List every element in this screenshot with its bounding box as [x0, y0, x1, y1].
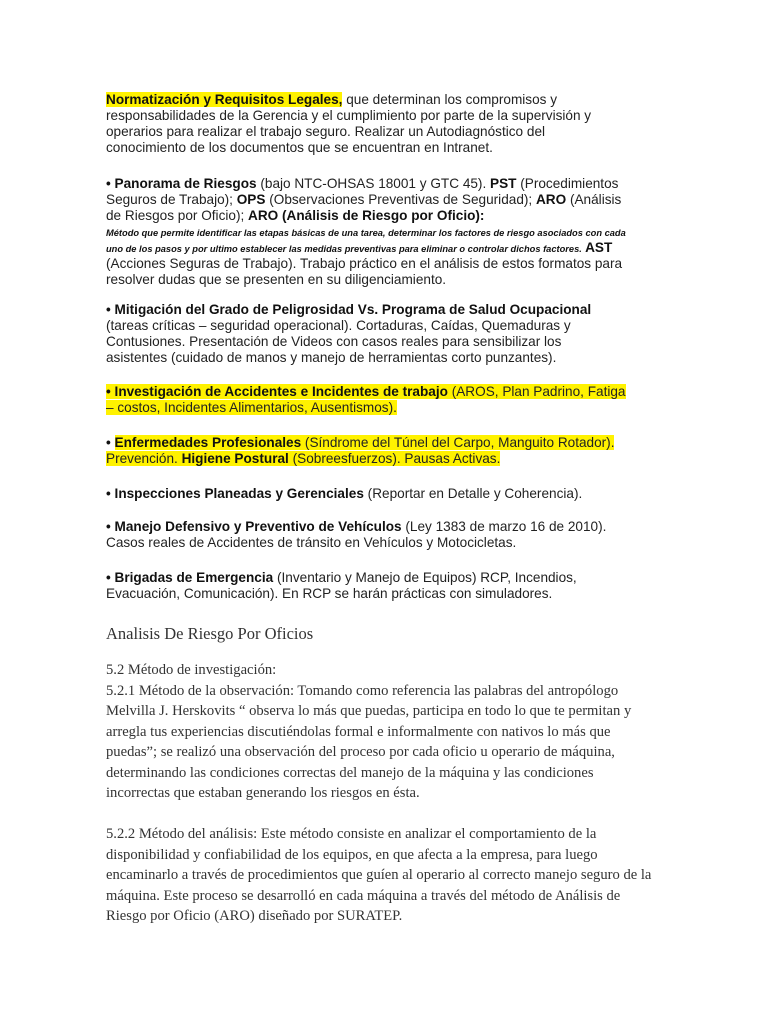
paragraph-text: (Reportar en Detalle y Coherencia). [363, 486, 583, 501]
paragraph-text: (Procedimientos Seguros de Trabajo); [106, 176, 619, 207]
paragraph-metodo-observacion [106, 660, 658, 804]
paragraph-mitigacion [106, 302, 626, 366]
bold-term: OPS [236, 192, 266, 207]
bold-term: • Panorama de Riesgos [106, 176, 257, 191]
paragraph-inspecciones [106, 486, 626, 502]
paragraph-text: (Acciones Seguras de Trabajo). Trabajo práctico en el análisis de estos formatos para resolver dudas que se presenten en su diligenciamiento. [106, 256, 623, 287]
aro-definition: Método que permite identificar las etapas básicas de una tarea, determinar los factores de riesgo asociados con cada uno de los pasos y por ultimo establecer las medidas preventivas para eliminar o controlar dichos factores. [106, 228, 626, 254]
paragraph-text: 5.2.2 Método del análisis: Este método consiste en analizar el comportamiento de la disponibilidad y confiabilidad de los equipos, en que afecta a la empresa, para luego encaminarlo a través de procedimientos que guíen al operario al correcto manejo seguro de la máquina. Este proceso se desarrolló en cada máquina a través del método de Análisis de Riesgo por Oficio (ARO) diseñado por SURATEP. [106, 826, 652, 924]
paragraph-text: (Sobreesfuerzos). Pausas Activas. [288, 451, 501, 466]
highlighted-text [106, 435, 614, 466]
paragraph-text: que determinan los compromisos y responsabilidades de la Gerencia y el cumplimiento por parte de la supervisión y operarios para realizar el trabajo seguro. Realizar un Autodiagnóstico del conocimiento de los documentos que se encuentran en Intranet. [106, 92, 592, 155]
paragraph-text: (AROS, Plan Padrino, Fatiga – costos, Incidentes Alimentarios, Ausentismos). [106, 384, 626, 415]
paragraph-text: (Análisis de Riesgos por Oficio); [106, 192, 622, 223]
highlighted-heading: Normatización y Requisitos Legales, [106, 92, 343, 107]
bold-term: • Inspecciones Planeadas y Gerenciales [106, 486, 364, 501]
paragraph-panorama-riesgos [106, 176, 626, 288]
paragraph-normatizacion [106, 92, 626, 156]
bold-term: AST [581, 240, 613, 255]
subsection-title: 5.2 Método de investigación: [106, 662, 277, 678]
bold-term: ARO (Análisis de Riesgo por Oficio): [248, 208, 485, 223]
bold-term: • Manejo Defensivo y Preventivo de Vehículos [106, 519, 402, 534]
paragraph-enfermedades [106, 435, 626, 467]
paragraph-text: 5.2.1 Método de la observación: Tomando como referencia las palabras del antropólogo Melvilla J. Herskovits “ observa lo más que puedas, participa en todo lo que te permitan y arregla tus experiencias discutiéndolas formal e informalmente con nativos lo más que puedas”; se realizó una observación del proceso por cada oficio u operario de máquina, determinando las condiciones correctas del manejo de la máquina y las condiciones incorrectas que estaban generando los riesgos en ésta. [106, 682, 632, 801]
bold-term: • Mitigación del Grado de Peligrosidad Vs. Programa de Salud Ocupacional [106, 302, 592, 317]
paragraph-brigadas [106, 570, 626, 602]
bold-term: Higiene Postural [181, 451, 289, 466]
bold-term: PST [490, 176, 517, 191]
paragraph-text: (Síndrome del Túnel del Carpo, Manguito Rotador). Prevención. [106, 435, 615, 466]
paragraph-text: (tareas críticas – seguridad operacional). Cortaduras, Caídas, Quemaduras y Contusiones. Presentación de Videos con casos reales para sensibilizar los asistentes (cuidado de manos y manejo de herramientas corto punzantes). [106, 318, 571, 365]
paragraph-text: (Ley 1383 de marzo 16 de 2010). Casos reales de Accidentes de tránsito en Vehículos y Motocicletas. [106, 519, 607, 550]
bold-term: • Investigación de Accidentes e Incidentes de trabajo [106, 384, 448, 399]
paragraph-text: (Observaciones Preventivas de Seguridad); [265, 192, 536, 207]
paragraph-manejo-defensivo [106, 519, 626, 551]
paragraph-text: (Inventario y Manejo de Equipos) RCP, Incendios, Evacuación, Comunicación). En RCP se harán prácticas con simuladores. [106, 570, 577, 601]
bold-term: • Brigadas de Emergencia [106, 570, 274, 585]
section-heading: Analisis De Riesgo Por Oficios [106, 624, 314, 643]
paragraph-metodo-analisis [106, 824, 662, 927]
bold-term: Enfermedades Profesionales [114, 435, 302, 450]
paragraph-investigacion [106, 384, 626, 416]
highlighted-text [106, 384, 626, 415]
bullet: • [106, 435, 115, 450]
paragraph-text: (bajo NTC-OHSAS 18001 y GTC 45). [256, 176, 491, 191]
bold-term: ARO [535, 192, 567, 207]
